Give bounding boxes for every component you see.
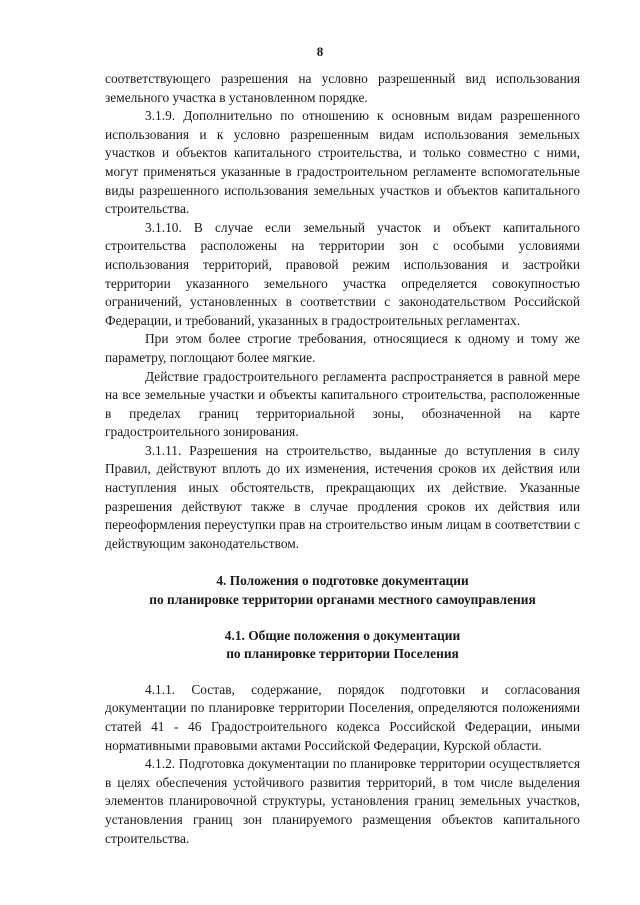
- paragraph-3-1-10: 3.1.10. В случае если земельный участок и объект капитального строительства расположены на территории зон с особыми условиями использования территорий, правовой режим использования и застройки территории указанного земельного участка определяется совокупностью ограничений, установленных в соответствии с законодательством Российской Федерации, и требований, указанных в градостроительных регламентах.: [105, 219, 580, 328]
- spacer: [105, 553, 580, 572]
- page-number: 8: [316, 44, 324, 59]
- subsection-heading-line-2: по планировке территории Поселения: [226, 646, 459, 662]
- section-heading-line-1: 4. Положения о подготовке документации: [216, 573, 469, 589]
- paragraph-3-1-9: 3.1.9. Дополнительно по отношению к основным видам разрешенного использования и к условно разрешенным видам использования земельных участков и объектов капитального строительства, и только совместно с ними, могут применяться указанные в градостроительном регламенте вспомогательные виды разрешенного использования земельных участков и объектов капитального строительства.: [105, 108, 580, 217]
- paragraph-continuation: соответствующего разрешения на условно разрешенный вид использования земельного участка в установленном порядке.: [105, 71, 580, 105]
- subsection-heading-line-1: 4.1. Общие положения о документации: [224, 627, 461, 643]
- paragraph-strict-requirements: При этом более строгие требования, относящиеся к одному и тому же параметру, поглощают более мягкие.: [105, 331, 580, 365]
- section-heading-line-2: по планировке территории органами местного самоуправления: [149, 592, 536, 608]
- document-body: [105, 70, 580, 848]
- spacer: [105, 610, 580, 627]
- spacer: [105, 664, 580, 681]
- paragraph-regulation-scope: Действие градостроительного регламента распространяется в равной мере на все земельные участки и объекты капитального строительства, расположенные в пределах границ территориальной зоны, обозначенной на карте градостроительного зонирования.: [105, 368, 580, 440]
- paragraph-4-1-1: 4.1.1. Состав, содержание, порядок подготовки и согласования документации по планировке территории Поселения, определяются положениями статей 41 - 46 Градостроительного кодекса Российской Федерации, иными нормативными правовыми актами Российской Федерации, Курской области.: [105, 681, 580, 753]
- paragraph-3-1-11: 3.1.11. Разрешения на строительство, выданные до вступления в силу Правил, действуют вплоть до их изменения, истечения сроков их действия или наступления иных обстоятельств, прекращающих их действие. Указанные разрешения действуют также в случае продления сроков их действия или переоформления переуступки прав на строительство иным лицам в соответствии с действующим законодательством.: [105, 442, 580, 551]
- paragraph-4-1-2: 4.1.2. Подготовка документации по планировке территории осуществляется в целях обеспечения устойчивого развития территорий, в том числе выделения элементов планировочной структуры, установления границ земельных участков, установления границ зон планируемого размещения объектов капитального строительства.: [105, 756, 580, 846]
